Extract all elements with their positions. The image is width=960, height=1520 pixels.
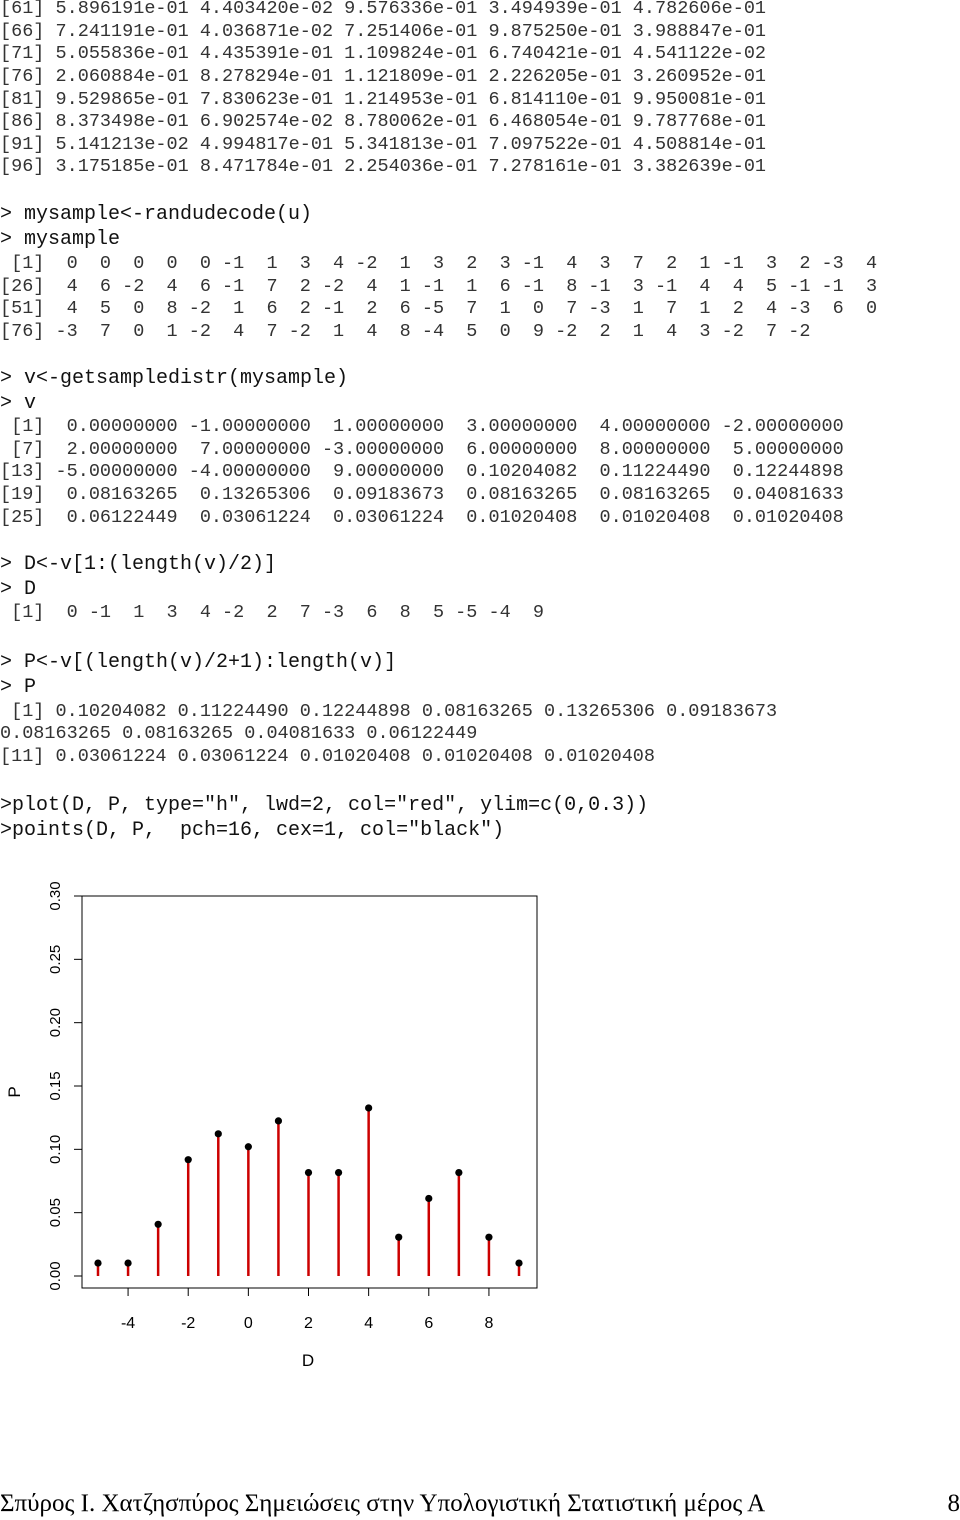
console-output-line: [76] 2.060884e-01 8.278294e-01 1.121809e-01 2.226205e-01 3.260952e-01 — [0, 68, 766, 87]
console-output-line: [76] -3 7 0 1 -2 4 7 -2 1 4 8 -4 5 0 9 -2 2 1 4 3 -2 7 -2 — [0, 323, 810, 342]
footer-text: Σπύρος Ι. Χατζησπύρος Σημειώσεις στην Υπολογιστική Στατιστική μέρος Α — [0, 1490, 765, 1518]
console-command-line: > D — [0, 580, 36, 600]
data-point — [455, 1169, 462, 1176]
console-output-line: [7] 2.00000000 7.00000000 -3.00000000 6.00000000 8.00000000 5.00000000 — [0, 441, 844, 460]
console-output-line: [1] 0.10204082 0.11224490 0.12244898 0.08163265 0.13265306 0.09183673 — [0, 703, 777, 722]
console-command-line: > P — [0, 678, 36, 698]
data-point — [335, 1169, 342, 1176]
console-output-line: [51] 4 5 0 8 -2 1 6 2 -1 2 6 -5 7 1 0 7 -3 1 7 1 2 4 -3 6 0 — [0, 300, 877, 319]
console-output-line: [1] 0 0 0 0 0 -1 1 3 4 -2 1 3 2 3 -1 4 3 7 2 1 -1 3 2 -3 4 — [0, 255, 877, 274]
data-point — [275, 1117, 282, 1124]
console-command-line: > P<-v[(length(v)/2+1):length(v)] — [0, 653, 396, 673]
x-tick-label: 0 — [244, 1315, 253, 1332]
x-tick-label: 8 — [484, 1315, 493, 1332]
x-tick-label: 6 — [424, 1315, 433, 1332]
y-tick-label: 0.25 — [47, 945, 64, 974]
data-point — [124, 1259, 131, 1266]
x-tick-label: -4 — [121, 1315, 135, 1332]
y-tick-label: 0.10 — [47, 1135, 64, 1164]
x-axis-label: D — [302, 1351, 314, 1370]
data-point — [365, 1104, 372, 1111]
console-output-line: [25] 0.06122449 0.03061224 0.03061224 0.01020408 0.01020408 0.01020408 — [0, 509, 844, 528]
page-footer — [0, 1490, 960, 1520]
console-output-line: [96] 3.175185e-01 8.471784e-01 2.254036e-01 7.278161e-01 3.382639e-01 — [0, 158, 766, 177]
console-output-line: [91] 5.141213e-02 4.994817e-01 5.341813e-01 7.097522e-01 4.508814e-01 — [0, 136, 766, 155]
console-output-line: [61] 5.896191e-01 4.403420e-02 9.576336e-01 3.494939e-01 4.782606e-01 — [0, 0, 766, 19]
data-point — [245, 1143, 252, 1150]
x-tick-label: -2 — [181, 1315, 195, 1332]
console-output-line: [81] 9.529865e-01 7.830623e-01 1.214953e-01 6.814110e-01 9.950081e-01 — [0, 91, 766, 110]
data-point — [185, 1156, 192, 1163]
console-output-line: [71] 5.055836e-01 4.435391e-01 1.109824e-01 6.740421e-01 4.541122e-02 — [0, 45, 766, 64]
data-point — [395, 1234, 402, 1241]
console-command-line: >points(D, P, pch=16, cex=1, col="black") — [0, 821, 504, 841]
console-command-line: > v<-getsampledistr(mysample) — [0, 369, 348, 389]
console-output-line: [13] -5.00000000 -4.00000000 9.00000000 0.10204082 0.11224490 0.12244898 — [0, 463, 844, 482]
console-output-line: [11] 0.03061224 0.03061224 0.01020408 0.01020408 0.01020408 — [0, 748, 655, 767]
y-tick-label: 0.20 — [47, 1008, 64, 1037]
console-output-line: [66] 7.241191e-01 4.036871e-02 7.251406e-01 9.875250e-01 3.988847e-01 — [0, 23, 766, 42]
data-point — [425, 1195, 432, 1202]
console-command-line: >plot(D, P, type="h", lwd=2, col="red", ylim=c(0,0.3)) — [0, 796, 648, 816]
x-tick-label: 4 — [364, 1315, 373, 1332]
data-point — [94, 1259, 101, 1266]
data-point — [215, 1130, 222, 1137]
y-tick-label: 0.05 — [47, 1198, 64, 1227]
console-output-line: [86] 8.373498e-01 6.902574e-02 8.780062e-01 6.468054e-01 9.787768e-01 — [0, 113, 766, 132]
console-output-line: 0.08163265 0.08163265 0.04081633 0.06122449 — [0, 725, 477, 744]
y-tick-label: 0.00 — [47, 1261, 64, 1290]
console-output-line: [19] 0.08163265 0.13265306 0.09183673 0.08163265 0.08163265 0.04081633 — [0, 486, 844, 505]
console-command-line: > mysample — [0, 230, 120, 250]
data-point — [485, 1234, 492, 1241]
y-tick-label: 0.15 — [47, 1071, 64, 1100]
console-output-line: [1] 0 -1 1 3 4 -2 2 7 -3 6 8 5 -5 -4 9 — [0, 604, 544, 623]
console-output-line: [26] 4 6 -2 4 6 -1 7 2 -2 4 1 -1 1 6 -1 8 -1 3 -1 4 4 5 -1 -1 3 — [0, 278, 877, 297]
x-tick-label: 2 — [304, 1315, 313, 1332]
page-number: 8 — [948, 1490, 960, 1518]
console-command-line: > mysample<-randudecode(u) — [0, 205, 312, 225]
y-tick-label: 0.30 — [47, 881, 64, 910]
data-point — [305, 1169, 312, 1176]
console-output-line: [1] 0.00000000 -1.00000000 1.00000000 3.00000000 4.00000000 -2.00000000 — [0, 418, 844, 437]
console-command-line: > v — [0, 394, 36, 414]
data-point — [155, 1221, 162, 1228]
y-axis-label: P — [5, 1086, 24, 1097]
probability-plot — [0, 880, 560, 1380]
console-command-line: > D<-v[1:(length(v)/2)] — [0, 555, 276, 575]
data-point — [515, 1259, 522, 1266]
